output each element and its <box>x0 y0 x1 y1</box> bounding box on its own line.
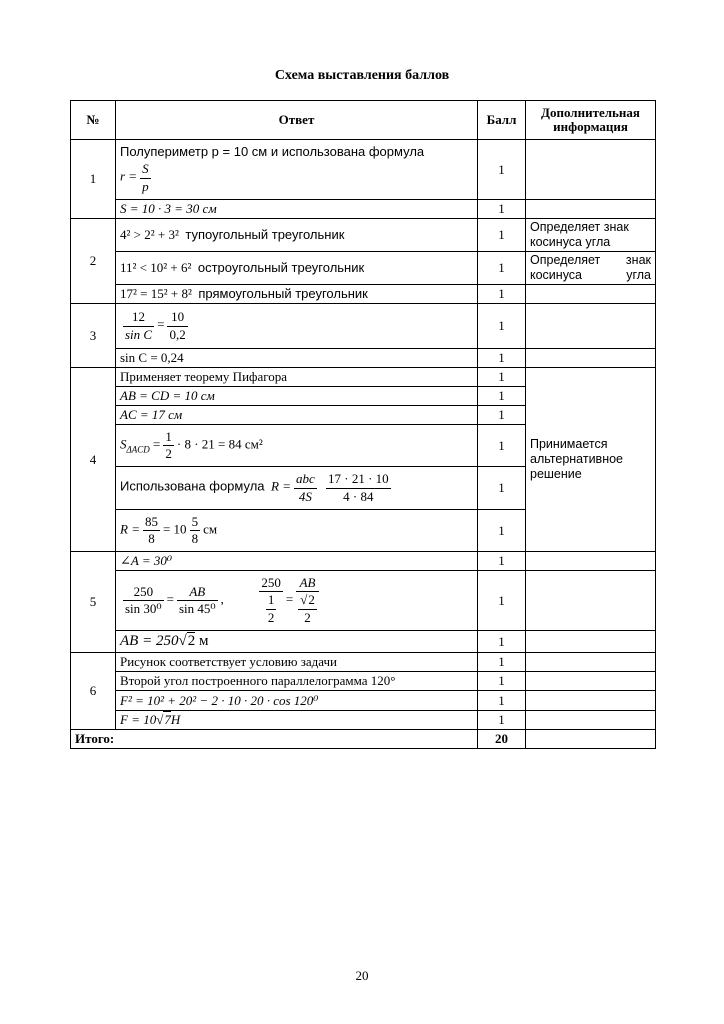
table-row <box>71 672 656 691</box>
table-row <box>71 711 656 730</box>
answer-cell: Применяет теорему Пифагора <box>116 368 478 387</box>
answer-cell: Рисунок соответствует условию задачи <box>116 653 478 672</box>
table-row <box>71 252 656 285</box>
header-points: Балл <box>478 101 526 140</box>
table-row <box>71 219 656 252</box>
table-row <box>71 349 656 368</box>
answer-cell: Полупериметр p = 10 см и использована формула r = $\frac{S}{p}$ <box>116 140 478 200</box>
scoring-table <box>70 100 656 749</box>
points-cell: 1 <box>478 425 526 467</box>
info-cell <box>526 285 656 304</box>
info-cell: Определяет знак косинуса угла <box>526 252 656 285</box>
table-row <box>71 631 656 653</box>
table-row <box>71 140 656 200</box>
info-cell <box>526 691 656 711</box>
header-info: Дополнительная информация <box>526 101 656 140</box>
header-row <box>71 101 656 140</box>
points-cell: 1 <box>478 304 526 349</box>
total-points: 20 <box>478 730 526 749</box>
answer-cell: F = 10√7H <box>116 711 478 730</box>
points-cell: 1 <box>478 252 526 285</box>
points-cell: 1 <box>478 219 526 252</box>
info-cell <box>526 571 656 631</box>
info-cell <box>526 349 656 368</box>
answer-cell: 4² > 2² + 3² тупоугольный треугольник <box>116 219 478 252</box>
points-cell: 1 <box>478 631 526 653</box>
info-cell <box>526 304 656 349</box>
points-cell: 1 <box>478 711 526 730</box>
answer-cell: $S_{\Delta ACD}$ = $\frac{1}{2}$ · 8 · 21 = 84 см² <box>116 425 478 467</box>
answer-cell: F² = 10² + 20² − 2 · 10 · 20 · cos 120⁰ <box>116 691 478 711</box>
answer-cell: Использована формула R = $\frac{\text{abc}}{4S}$ $\frac{17 \cdot 21 \cdot 10}{4 \cdot 84}$ <box>116 467 478 510</box>
info-cell <box>526 631 656 653</box>
info-cell <box>526 672 656 691</box>
answer-cell: Второй угол построенного параллелограмма 120° <box>116 672 478 691</box>
points-cell: 1 <box>478 691 526 711</box>
info-cell <box>526 140 656 200</box>
points-cell: 1 <box>478 387 526 406</box>
task-number: 3 <box>71 304 116 368</box>
points-cell: 1 <box>478 571 526 631</box>
points-cell: 1 <box>478 140 526 200</box>
table-row <box>71 653 656 672</box>
page-title: Схема выставления баллов <box>274 68 450 83</box>
total-label: Итого: <box>71 730 478 749</box>
answer-cell: sin C = 0,24 <box>116 349 478 368</box>
table-row <box>71 304 656 349</box>
total-row <box>71 730 656 749</box>
task-number: 6 <box>71 653 116 730</box>
answer-cell: $\frac{12}{\text{sin C}}$ = $\frac{10}{0,2}$ <box>116 304 478 349</box>
task-number: 5 <box>71 552 116 653</box>
answer-cell: S = 10 · 3 = 30 см <box>116 200 478 219</box>
answer-cell: AC = 17 см <box>116 406 478 425</box>
page-number: 20 <box>355 968 369 983</box>
table-row <box>71 552 656 571</box>
table-row <box>71 285 656 304</box>
points-cell: 1 <box>478 653 526 672</box>
points-cell: 1 <box>478 368 526 387</box>
info-cell <box>526 711 656 730</box>
task-number: 4 <box>71 368 116 552</box>
info-cell <box>526 200 656 219</box>
points-cell: 1 <box>478 200 526 219</box>
info-cell <box>526 552 656 571</box>
points-cell: 1 <box>478 349 526 368</box>
answer-cell: R = $\frac{85}{8}$ = 10 $\frac{5}{8}$ см <box>116 510 478 552</box>
info-cell: Определяет знак косинуса угла <box>526 219 656 252</box>
answer-cell: ∠A = 30⁰ <box>116 552 478 571</box>
answer-cell: 17² = 15² + 8² прямоугольный треугольник <box>116 285 478 304</box>
points-cell: 1 <box>478 467 526 510</box>
table-row <box>71 691 656 711</box>
points-cell: 1 <box>478 285 526 304</box>
info-cell: Принимается альтернативное решение <box>526 368 656 552</box>
header-answer: Ответ <box>116 101 478 140</box>
task-number: 2 <box>71 219 116 304</box>
table-row <box>71 571 656 631</box>
table-row <box>71 200 656 219</box>
task-number: 1 <box>71 140 116 219</box>
answer-cell: AB = 250√2 м <box>116 631 478 653</box>
table-row <box>71 368 656 387</box>
points-cell: 1 <box>478 510 526 552</box>
header-num: № <box>71 101 116 140</box>
points-cell: 1 <box>478 406 526 425</box>
points-cell: 1 <box>478 552 526 571</box>
answer-cell: 11² < 10² + 6² остроугольный треугольник <box>116 252 478 285</box>
points-cell: 1 <box>478 672 526 691</box>
answer-cell: $\frac{250}{\text{sin 30⁰}}$ = $\frac{AB}{\text{sin 45⁰}}$ , $\frac{250}{\frac{1}{2}}$ = $\frac{AB}{\frac{√2}{2}}$ <box>116 571 478 631</box>
answer-cell: AB = CD = 10 см <box>116 387 478 406</box>
info-cell <box>526 730 656 749</box>
info-cell <box>526 653 656 672</box>
